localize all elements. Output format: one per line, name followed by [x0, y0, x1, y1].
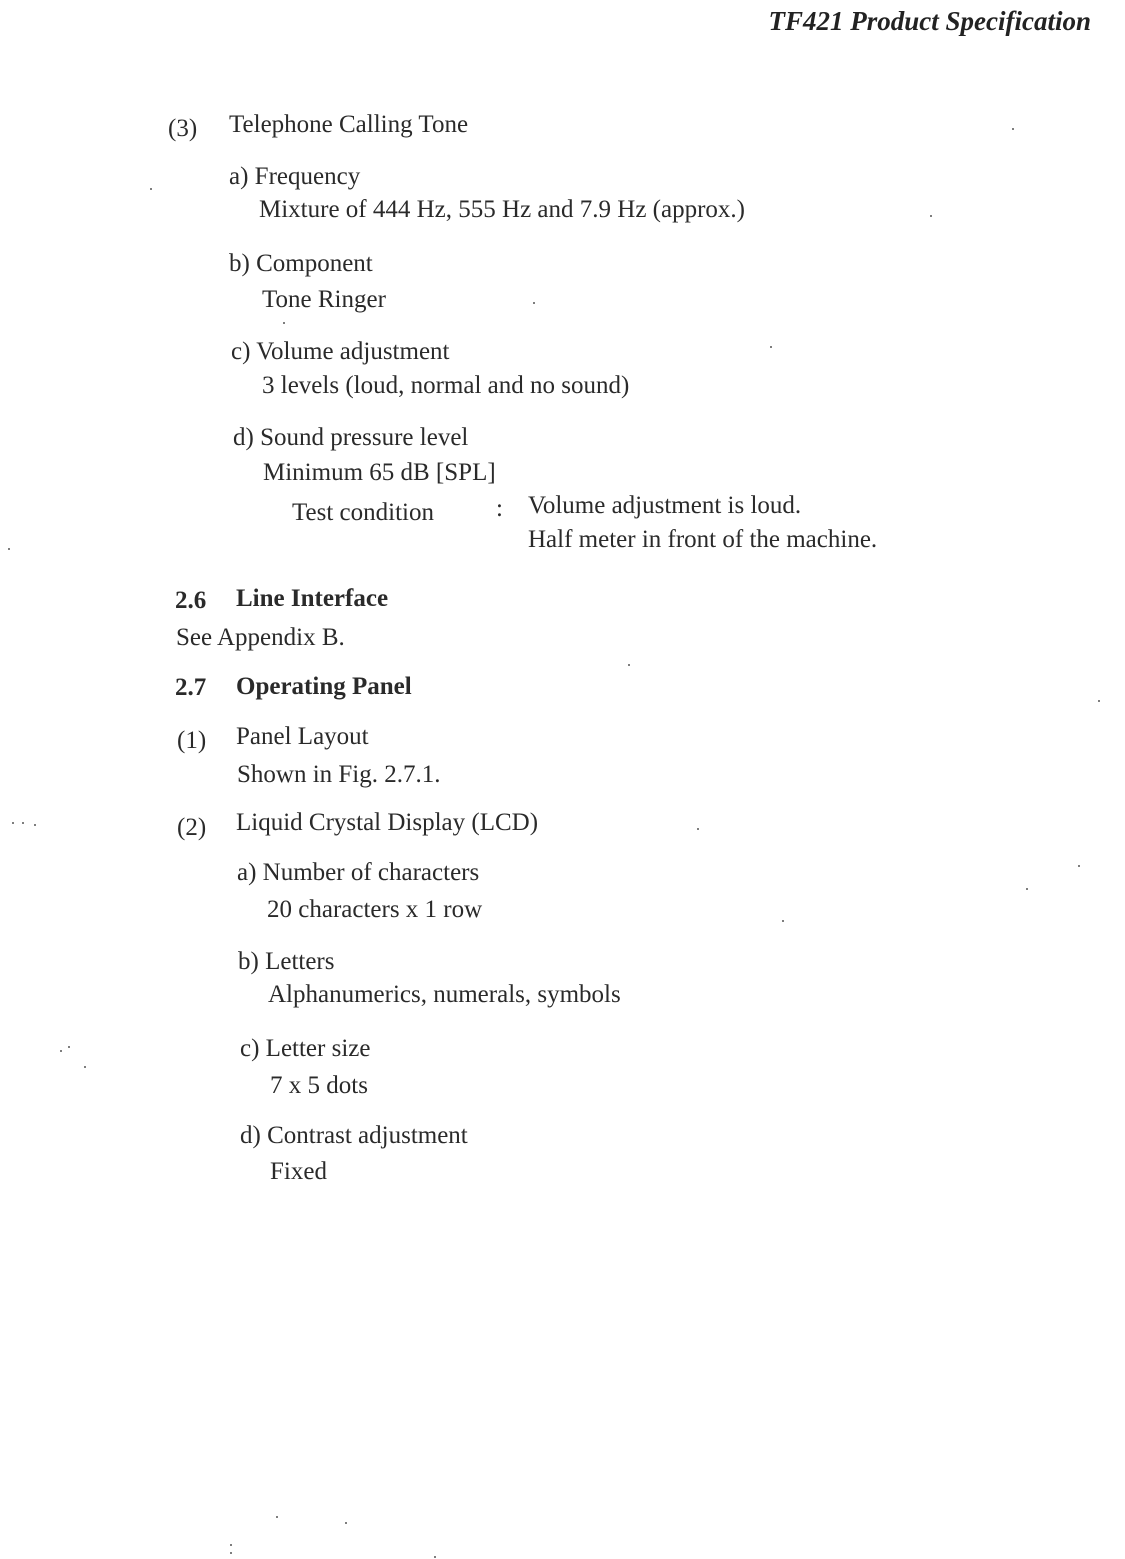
- scan-speck: [1012, 128, 1014, 130]
- frequency-value: Mixture of 444 Hz, 555 Hz and 7.9 Hz (approx.): [259, 196, 745, 223]
- volume-value: 3 levels (loud, normal and no sound): [262, 372, 630, 399]
- chars-label: a) Number of characters: [237, 859, 480, 886]
- scan-speck: [34, 824, 36, 826]
- scan-speck: [60, 1050, 62, 1052]
- chars-value: 20 characters x 1 row: [267, 896, 483, 923]
- section-title: Telephone Calling Tone: [229, 111, 469, 138]
- test-condition-line-1: Volume adjustment is loud.: [528, 492, 802, 519]
- scan-speck: [1078, 865, 1080, 867]
- scan-speck: [345, 1522, 347, 1524]
- section-number: 2.6: [175, 587, 207, 614]
- volume-label: c) Volume adjustment: [231, 338, 450, 365]
- scan-speck: [230, 1544, 232, 1546]
- scan-speck: [150, 188, 152, 190]
- scan-speck: [22, 822, 24, 824]
- component-label: b) Component: [229, 250, 373, 277]
- scan-speck: [1026, 888, 1028, 890]
- scan-speck: [533, 302, 535, 304]
- scan-speck: [782, 920, 784, 922]
- letters-value: Alphanumerics, numerals, symbols: [268, 981, 621, 1008]
- scan-speck: [930, 215, 932, 217]
- subsection-body: Shown in Fig. 2.7.1.: [237, 761, 441, 788]
- scan-speck: [8, 548, 10, 550]
- contrast-label: d) Contrast adjustment: [240, 1122, 468, 1149]
- scan-speck: [283, 322, 285, 324]
- section-number: (3): [168, 115, 198, 142]
- scan-speck: [1098, 700, 1100, 702]
- scan-speck: [12, 822, 14, 824]
- scan-speck: [434, 1556, 436, 1558]
- component-value: Tone Ringer: [262, 286, 386, 313]
- page-header: TF421 Product Specification: [768, 6, 1091, 36]
- section-title: Line Interface: [236, 585, 389, 612]
- subsection-title: Panel Layout: [236, 723, 369, 750]
- pressure-label: d) Sound pressure level: [233, 424, 469, 451]
- section-title: Operating Panel: [236, 673, 412, 700]
- subsection-title: Liquid Crystal Display (LCD): [236, 809, 539, 836]
- letters-label: b) Letters: [238, 948, 335, 975]
- frequency-label: a) Frequency: [229, 163, 361, 190]
- subsection-number: (1): [177, 727, 207, 754]
- test-condition-colon: :: [496, 495, 503, 522]
- test-condition-line-2: Half meter in front of the machine.: [528, 526, 878, 553]
- scan-speck: [276, 1516, 278, 1518]
- pressure-value: Minimum 65 dB [SPL]: [263, 459, 496, 486]
- subsection-number: (2): [177, 814, 207, 841]
- section-number: 2.7: [175, 674, 207, 701]
- scan-speck: [628, 664, 630, 666]
- scan-speck: [770, 346, 772, 348]
- scan-speck: [84, 1066, 86, 1068]
- scan-speck: [68, 1046, 70, 1048]
- test-condition-label: Test condition: [292, 499, 434, 526]
- size-value: 7 x 5 dots: [270, 1072, 368, 1099]
- scan-speck: [230, 1552, 232, 1554]
- section-body: See Appendix B.: [176, 624, 345, 651]
- scan-speck: [697, 828, 699, 830]
- contrast-value: Fixed: [270, 1158, 327, 1185]
- size-label: c) Letter size: [240, 1035, 371, 1062]
